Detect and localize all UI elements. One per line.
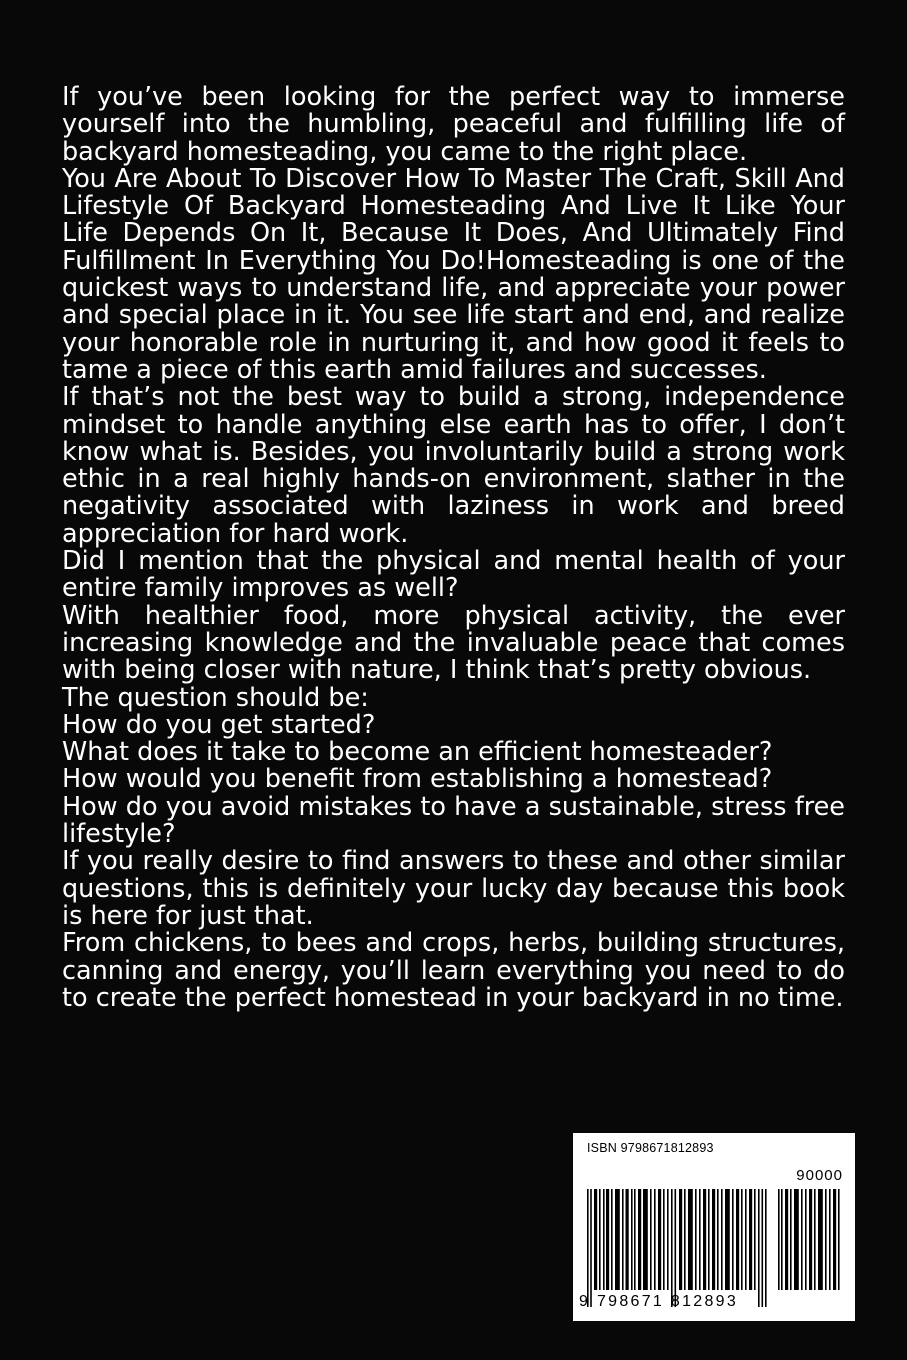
isbn-label: ISBN 9798671812893 [587,1141,714,1155]
blurb-paragraph: Did I mention that the physical and mental health of your entire family improves as well? [62,546,845,604]
blurb-paragraph: The question should be: [62,682,369,713]
price-addon-label: 90000 [796,1167,843,1184]
blurb-text-block [62,84,845,1012]
blurb-paragraph: If you really desire to find answers to these and other similar questions, this is definitely your lucky day because this book is here for just that. [62,846,845,931]
blurb-paragraph: How do you get started? [62,709,376,740]
blurb-paragraph: You Are About To Discover How To Master The Craft, Skill And Lifestyle Of Backyard Homesteading And Live It Like Your Life Depends On It, Because It Does, And Ultimately Find Fulfillment In Everything You Do!Homesteading is one of the quickest ways to understand life, and appreciate your power and special place in it. You see life start and end, and realize your honorable role in nurturing it, and how good it feels to tame a piece of this earth amid failures and successes. [62,163,845,385]
blurb-paragraph: How would you benefit from establishing a homestead? [62,764,773,795]
blurb-paragraph: With healthier food, more physical activity, the ever increasing knowledge and the invaluable peace that comes with being closer with nature, I think that’s pretty obvious. [62,600,845,686]
barcode-block [573,1133,855,1321]
blurb-paragraph: How do you avoid mistakes to have a sustainable, stress free lifestyle? [62,791,845,850]
blurb-paragraph: What does it take to become an efficient homesteader? [62,737,773,768]
addon-barcode-bars [778,1189,840,1290]
ean13-barcode-bars [587,1189,769,1307]
blurb-paragraph: If you’ve been looking for the perfect way to immerse yourself into the humbling, peaceful and fulfilling life of backyard homesteading, you came to the right place. [62,82,845,167]
blurb-paragraph: From chickens, to bees and crops, herbs, building structures, canning and energy, you’ll learn everything you need to do to create the perfect homestead in your backyard in no time. [62,928,845,1013]
blurb-paragraph: If that’s not the best way to build a strong, independence mindset to handle anything else earth has to offer, I don’t know what is. Besides, you involuntarily build a strong work ethic in a real highly hands-on environment, slather in the negativity associated with laziness in work and breed appreciation for hard work. [62,382,845,549]
ean13-digits-label: 9 798671 812893 [579,1293,739,1310]
